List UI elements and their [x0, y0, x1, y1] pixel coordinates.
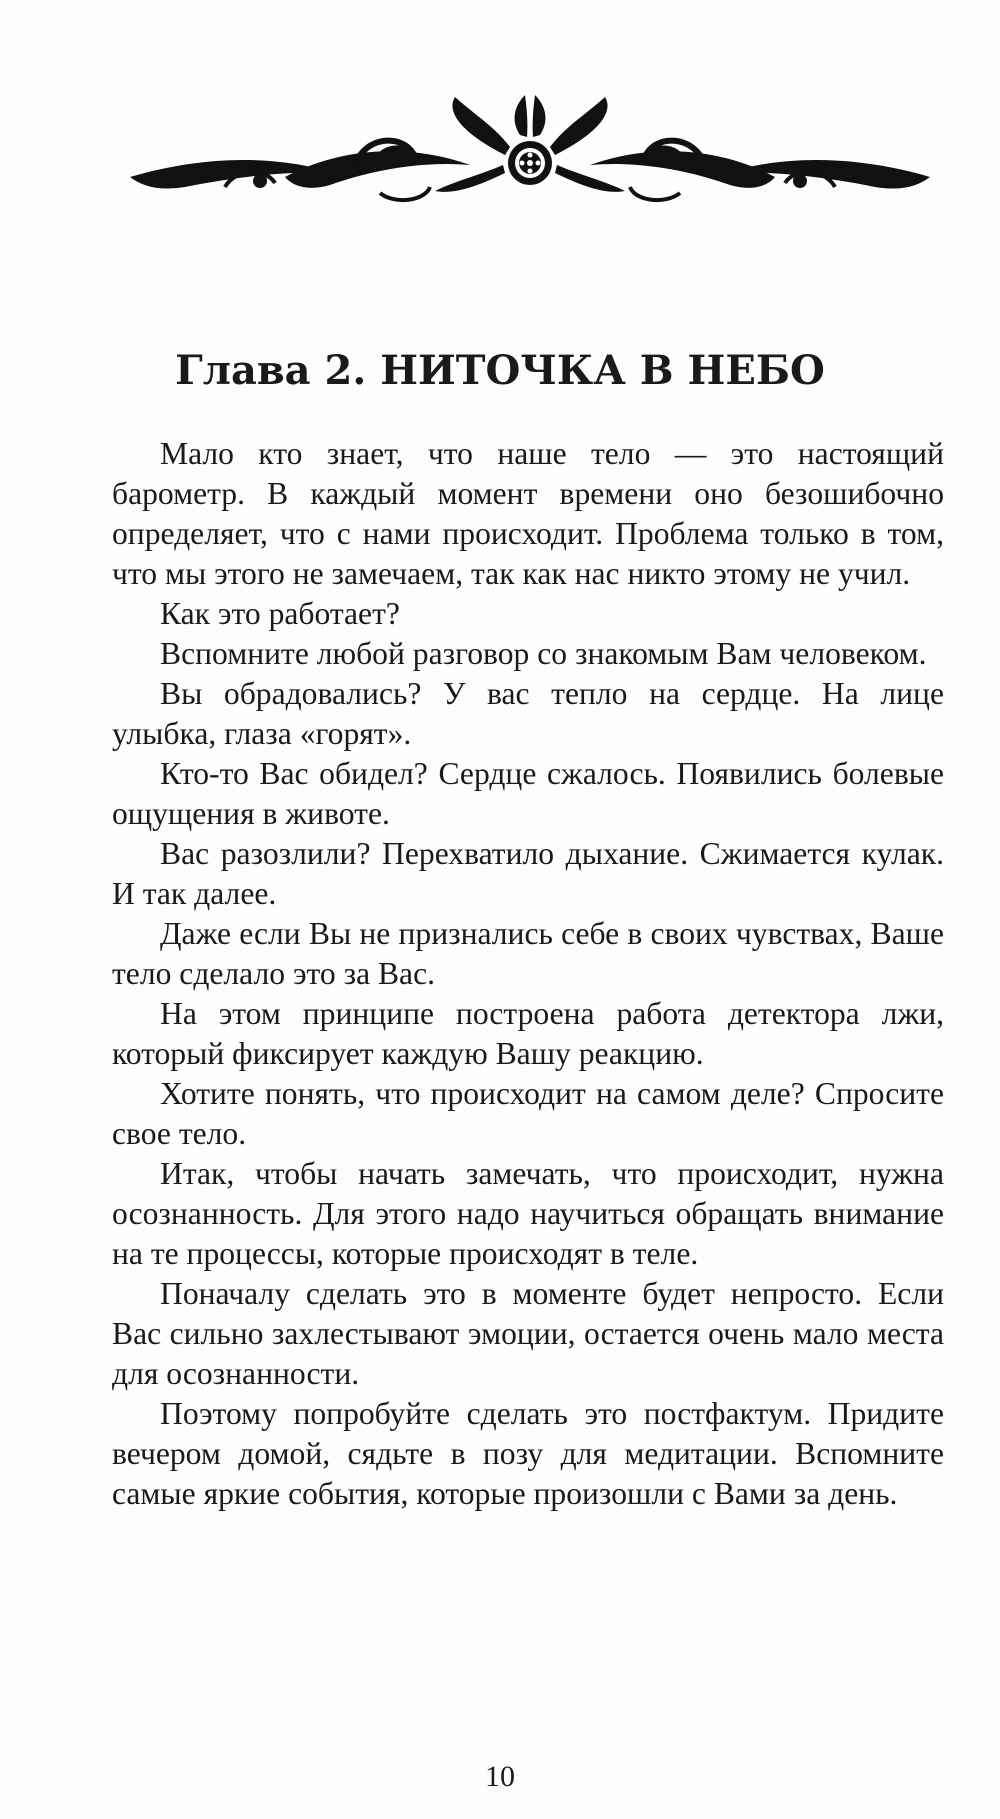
paragraph: Вспомните любой разговор со знакомым Вам человеком.	[160, 636, 927, 671]
paragraph: Вы обрадовались? У вас тепло на сердце. На лице улыбка, глаза «горят».	[112, 676, 944, 751]
paragraph: Поначалу сделать это в моменте будет непросто. Если Вас сильно захлестывают эмоции, остается очень мало места для осознанности.	[112, 1276, 944, 1391]
paragraph: На этом принципе построена работа детектора лжи, который фиксирует каждую Вашу реакцию.	[112, 996, 944, 1071]
paragraph: Кто-то Вас обидел? Сердце сжалось. Появились болевые ощущения в животе.	[112, 756, 944, 831]
paragraph: Как это работает?	[160, 596, 400, 631]
paragraph: Вас разозлили? Перехватило дыхание. Сжимается кулак. И так далее.	[112, 836, 944, 911]
chapter-title: Глава 2. НИТОЧКА В НЕБО	[175, 347, 825, 394]
paragraph: Даже если Вы не признались себе в своих чувствах, Ваше тело сделало это за Вас.	[112, 916, 944, 991]
paragraph: Итак, чтобы начать замечать, что происходит, нужна осознанность. Для этого надо научиться обращать внимание на те процессы, которые происходят в теле.	[112, 1156, 944, 1271]
paragraph: Мало кто знает, что наше тело — это настоящий барометр. В каждый момент времени оно безошибочно определяет, что с нами происходит. Проблема только в том, что мы этого не замечаем, так как нас никто этому не учил.	[112, 436, 944, 591]
floral-divider-icon	[125, 95, 935, 215]
paragraph: Поэтому попробуйте сделать это постфактум. Придите вечером домой, сядьте в позу для медитации. Вспомните самые яркие события, которые произошли с Вами за день.	[112, 1396, 944, 1511]
paragraph: Хотите понять, что происходит на самом деле? Спросите свое тело.	[112, 1076, 944, 1151]
page-number: 10	[485, 1760, 515, 1793]
chapter-body	[112, 434, 944, 1514]
